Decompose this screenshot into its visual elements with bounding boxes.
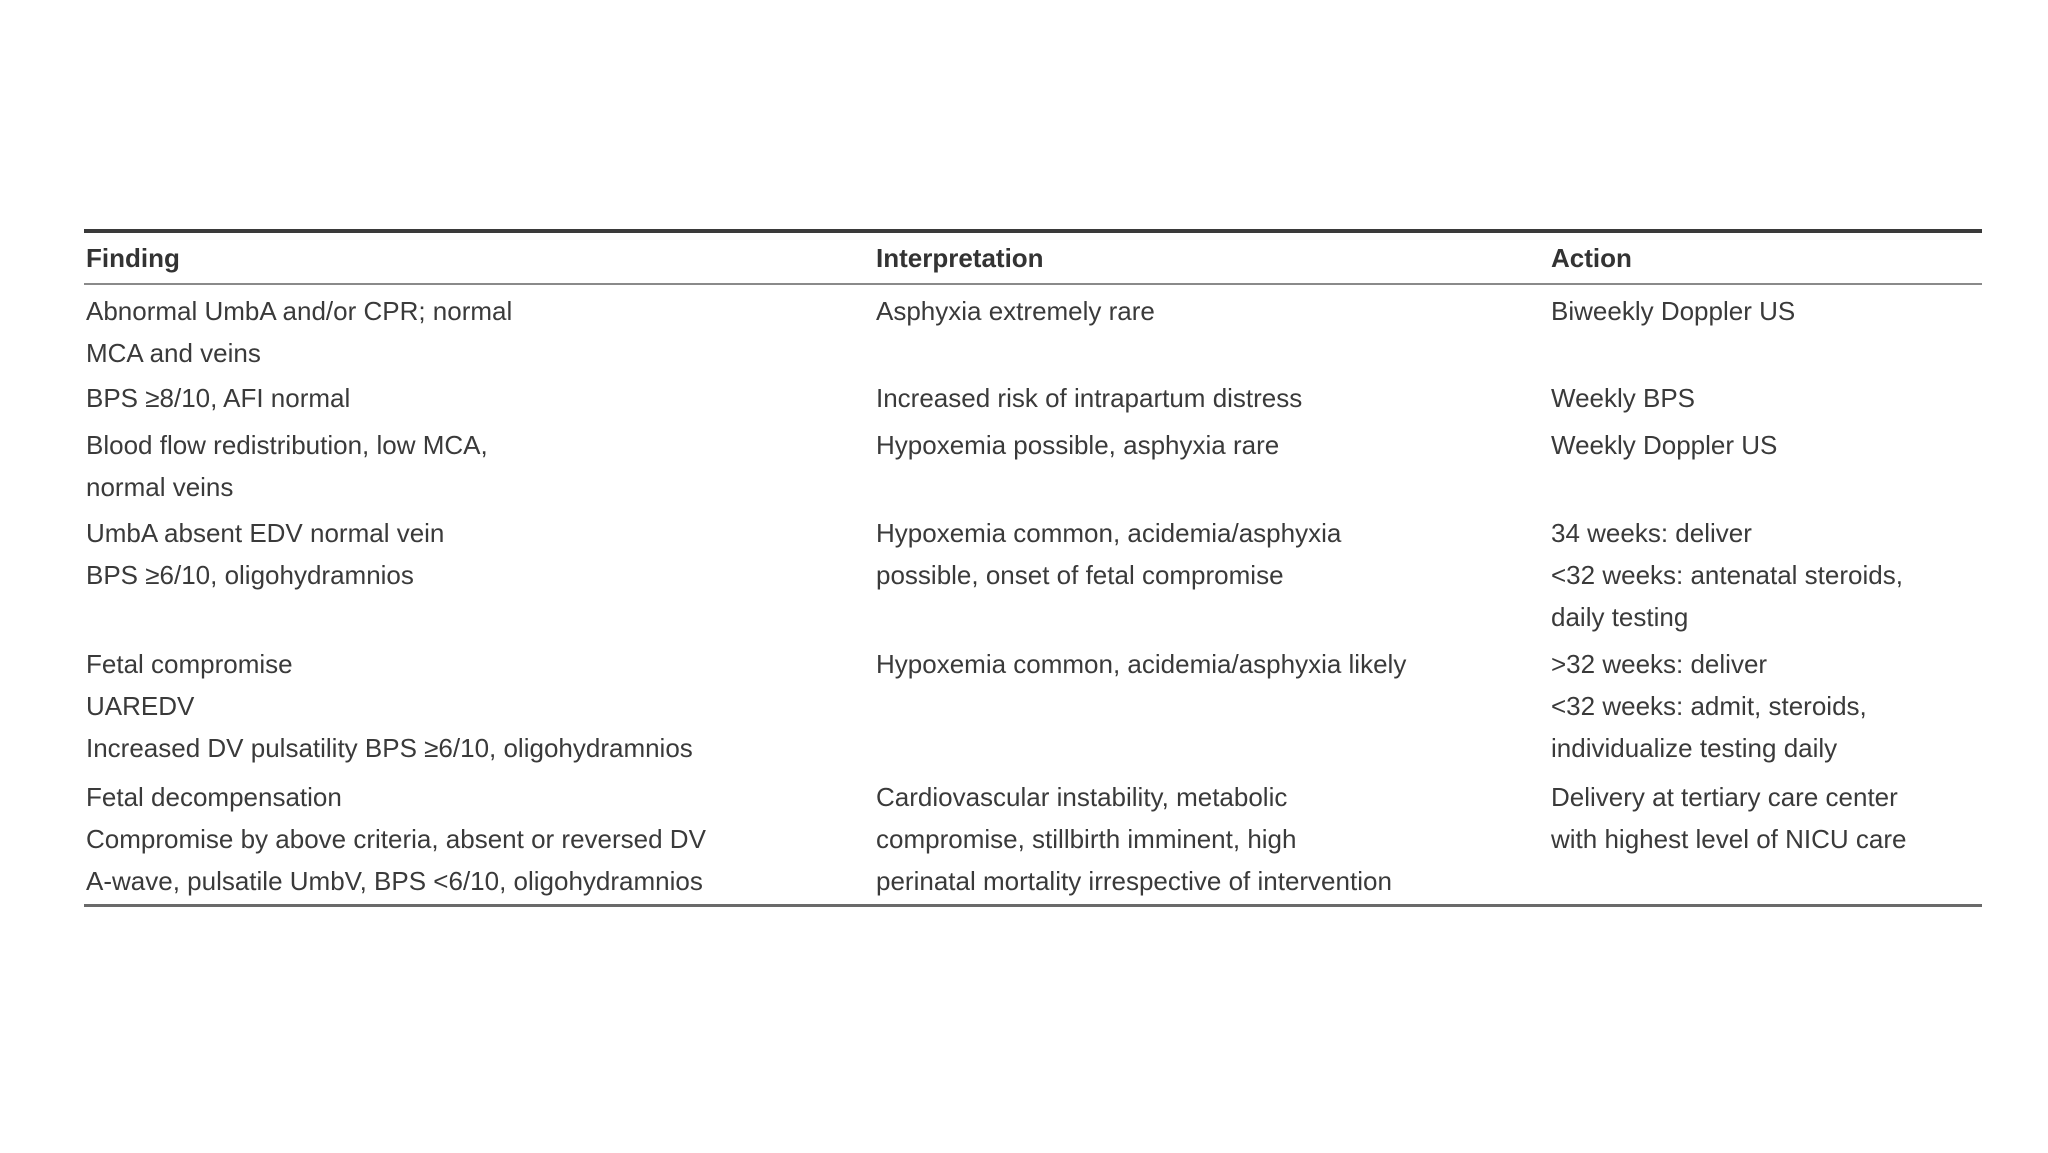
table-row <box>84 643 1982 776</box>
cell-text: <32 weeks: antenatal steroids, <box>1551 560 1903 590</box>
cell-text: perinatal mortality irrespective of intervention <box>876 866 1392 896</box>
finding-cell <box>84 424 876 512</box>
cell-text: <32 weeks: admit, steroids, <box>1551 691 1867 721</box>
table-row <box>84 290 1982 377</box>
cell-text: A-wave, pulsatile UmbV, BPS <6/10, oligohydramnios <box>86 866 703 896</box>
table-bottom-rule <box>84 904 1982 907</box>
interpretation-cell <box>876 776 1551 903</box>
cell-text: Fetal decompensation <box>86 782 342 812</box>
action-cell <box>1551 290 1982 377</box>
cell-text: possible, onset of fetal compromise <box>876 560 1284 590</box>
table-row <box>84 512 1982 643</box>
finding-cell <box>84 512 876 643</box>
clinical-table <box>84 229 1982 907</box>
action-cell <box>1551 776 1982 903</box>
cell-text: daily testing <box>1551 602 1689 632</box>
cell-text: Increased risk of intrapartum distress <box>876 383 1303 413</box>
finding-cell <box>84 377 876 424</box>
table-header-row <box>84 233 1982 283</box>
cell-text: UmbA absent EDV normal vein <box>86 518 445 548</box>
header-action: Action <box>1551 243 1632 273</box>
finding-cell <box>84 776 876 903</box>
cell-text: compromise, stillbirth imminent, high <box>876 824 1297 854</box>
finding-cell <box>84 643 876 776</box>
cell-text: BPS ≥8/10, AFI normal <box>86 383 351 413</box>
interpretation-cell <box>876 643 1551 776</box>
action-cell <box>1551 424 1982 512</box>
finding-cell <box>84 290 876 377</box>
cell-text: UAREDV <box>86 691 195 721</box>
cell-text: individualize testing daily <box>1551 733 1838 763</box>
cell-text: Fetal compromise <box>86 649 293 679</box>
cell-text: Hypoxemia common, acidemia/asphyxia <box>876 518 1342 548</box>
cell-text: >32 weeks: deliver <box>1551 649 1768 679</box>
header-finding: Finding <box>86 243 180 273</box>
action-cell <box>1551 643 1982 776</box>
table-body <box>84 285 1982 904</box>
interpretation-cell <box>876 512 1551 643</box>
cell-text: BPS ≥6/10, oligohydramnios <box>86 560 414 590</box>
table-row <box>84 424 1982 512</box>
cell-text: Hypoxemia possible, asphyxia rare <box>876 430 1280 460</box>
interpretation-cell <box>876 377 1551 424</box>
cell-text: Compromise by above criteria, absent or reversed DV <box>86 824 706 854</box>
cell-text: Blood flow redistribution, low MCA, <box>86 430 488 460</box>
cell-text: Weekly BPS <box>1551 383 1696 413</box>
cell-text: Biweekly Doppler US <box>1551 296 1796 326</box>
header-interpretation: Interpretation <box>876 243 1044 273</box>
table-row <box>84 377 1982 424</box>
table-row <box>84 776 1982 903</box>
cell-text: MCA and veins <box>86 338 261 368</box>
cell-text: Delivery at tertiary care center <box>1551 782 1898 812</box>
cell-text: 34 weeks: deliver <box>1551 518 1752 548</box>
cell-text: Asphyxia extremely rare <box>876 296 1155 326</box>
cell-text: Cardiovascular instability, metabolic <box>876 782 1288 812</box>
cell-text: normal veins <box>86 472 234 502</box>
interpretation-cell <box>876 424 1551 512</box>
cell-text: Increased DV pulsatility BPS ≥6/10, oligohydramnios <box>86 733 693 763</box>
interpretation-cell <box>876 290 1551 377</box>
cell-text: Weekly Doppler US <box>1551 430 1778 460</box>
cell-text: Hypoxemia common, acidemia/asphyxia likely <box>876 649 1407 679</box>
cell-text: with highest level of NICU care <box>1551 824 1907 854</box>
action-cell <box>1551 377 1982 424</box>
action-cell <box>1551 512 1982 643</box>
cell-text: Abnormal UmbA and/or CPR; normal <box>86 296 513 326</box>
